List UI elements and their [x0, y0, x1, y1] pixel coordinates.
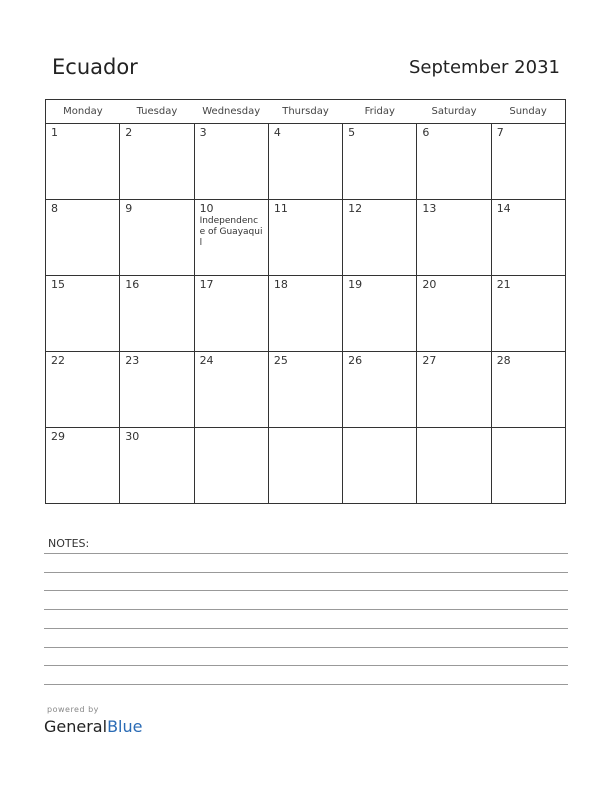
note-line: [44, 590, 568, 591]
day-cell: [268, 276, 342, 352]
day-cell: [268, 428, 342, 504]
day-cell: [194, 200, 268, 276]
day-cell: [417, 124, 491, 200]
note-line: [44, 572, 568, 573]
day-number: 13: [422, 202, 437, 215]
day-cell: [46, 124, 120, 200]
note-line: [44, 628, 568, 629]
day-number: 12: [348, 202, 363, 215]
weekday-header-row: [46, 100, 566, 124]
day-number: 28: [496, 354, 511, 367]
holiday-label: Independence of Guayaquil: [199, 216, 263, 248]
day-cell: [120, 124, 194, 200]
day-cell: [343, 200, 417, 276]
week-row: [46, 352, 566, 428]
day-cell: [417, 200, 491, 276]
day-cell: [343, 352, 417, 428]
day-number: 18: [273, 278, 288, 291]
day-cell: [417, 276, 491, 352]
note-line: [44, 609, 568, 610]
week-row: [46, 428, 566, 504]
day-cell: [343, 276, 417, 352]
day-cell: [343, 124, 417, 200]
day-number: 23: [125, 354, 140, 367]
day-cell: [491, 124, 565, 200]
note-line: [44, 665, 568, 666]
day-cell: [268, 352, 342, 428]
day-number: 10: [199, 202, 214, 215]
week-row: [46, 200, 566, 276]
day-cell: [46, 276, 120, 352]
day-number: 26: [348, 354, 363, 367]
day-cell: [120, 276, 194, 352]
day-cell: [46, 428, 120, 504]
day-number: 4: [273, 126, 281, 139]
day-cell: [120, 428, 194, 504]
day-number: 14: [496, 202, 511, 215]
day-number: 16: [125, 278, 140, 291]
day-cell: [268, 124, 342, 200]
week-row: [46, 276, 566, 352]
day-cell: [491, 352, 565, 428]
weekday-sunday: Sunday: [491, 100, 565, 124]
day-number: 2: [125, 126, 133, 139]
day-number: 25: [273, 354, 288, 367]
day-number: 5: [348, 126, 356, 139]
day-number: 15: [51, 278, 65, 291]
day-number: 8: [51, 202, 58, 215]
day-number: 3: [199, 126, 207, 139]
logo-general: General: [44, 717, 108, 736]
day-cell: [194, 124, 268, 200]
day-cell: [491, 200, 565, 276]
note-line: [44, 553, 568, 554]
day-cell: [194, 352, 268, 428]
week-row: [46, 124, 566, 200]
weekday-friday: Friday: [343, 100, 417, 124]
day-cell: [491, 276, 565, 352]
day-cell: [268, 200, 342, 276]
day-cell: [491, 428, 565, 504]
day-cell: [417, 428, 491, 504]
weekday-wednesday: Wednesday: [194, 100, 268, 124]
day-number: 21: [496, 278, 511, 291]
day-number: 11: [273, 202, 288, 215]
generalblue-logo[interactable]: [44, 717, 142, 736]
weekday-thursday: Thursday: [268, 100, 342, 124]
day-number: 9: [125, 202, 133, 215]
day-cell: [46, 352, 120, 428]
day-cell: [194, 428, 268, 504]
weekday-monday: Monday: [46, 100, 120, 124]
powered-by-text: powered by: [47, 705, 99, 714]
country-title: Ecuador: [52, 55, 138, 79]
day-cell: [120, 352, 194, 428]
day-cell: [120, 200, 194, 276]
month-title: September 2031: [408, 57, 560, 78]
day-cell: [46, 200, 120, 276]
day-number: 6: [422, 126, 430, 139]
day-number: 19: [348, 278, 363, 291]
weekday-saturday: Saturday: [417, 100, 491, 124]
day-number: 29: [51, 430, 65, 443]
notes-label: NOTES:: [48, 537, 90, 550]
day-number: 17: [199, 278, 214, 291]
weekday-tuesday: Tuesday: [120, 100, 194, 124]
day-cell: [194, 276, 268, 352]
day-number: 7: [496, 126, 504, 139]
day-cell: [343, 428, 417, 504]
day-number: 24: [199, 354, 214, 367]
logo-blue: Blue: [107, 717, 143, 736]
note-line: [44, 684, 568, 685]
day-cell: [417, 352, 491, 428]
day-number: 1: [51, 126, 58, 139]
day-number: 30: [125, 430, 140, 443]
day-number: 20: [422, 278, 437, 291]
note-line: [44, 647, 568, 648]
day-number: 22: [51, 354, 65, 367]
calendar-grid: [45, 99, 566, 504]
day-number: 27: [422, 354, 437, 367]
